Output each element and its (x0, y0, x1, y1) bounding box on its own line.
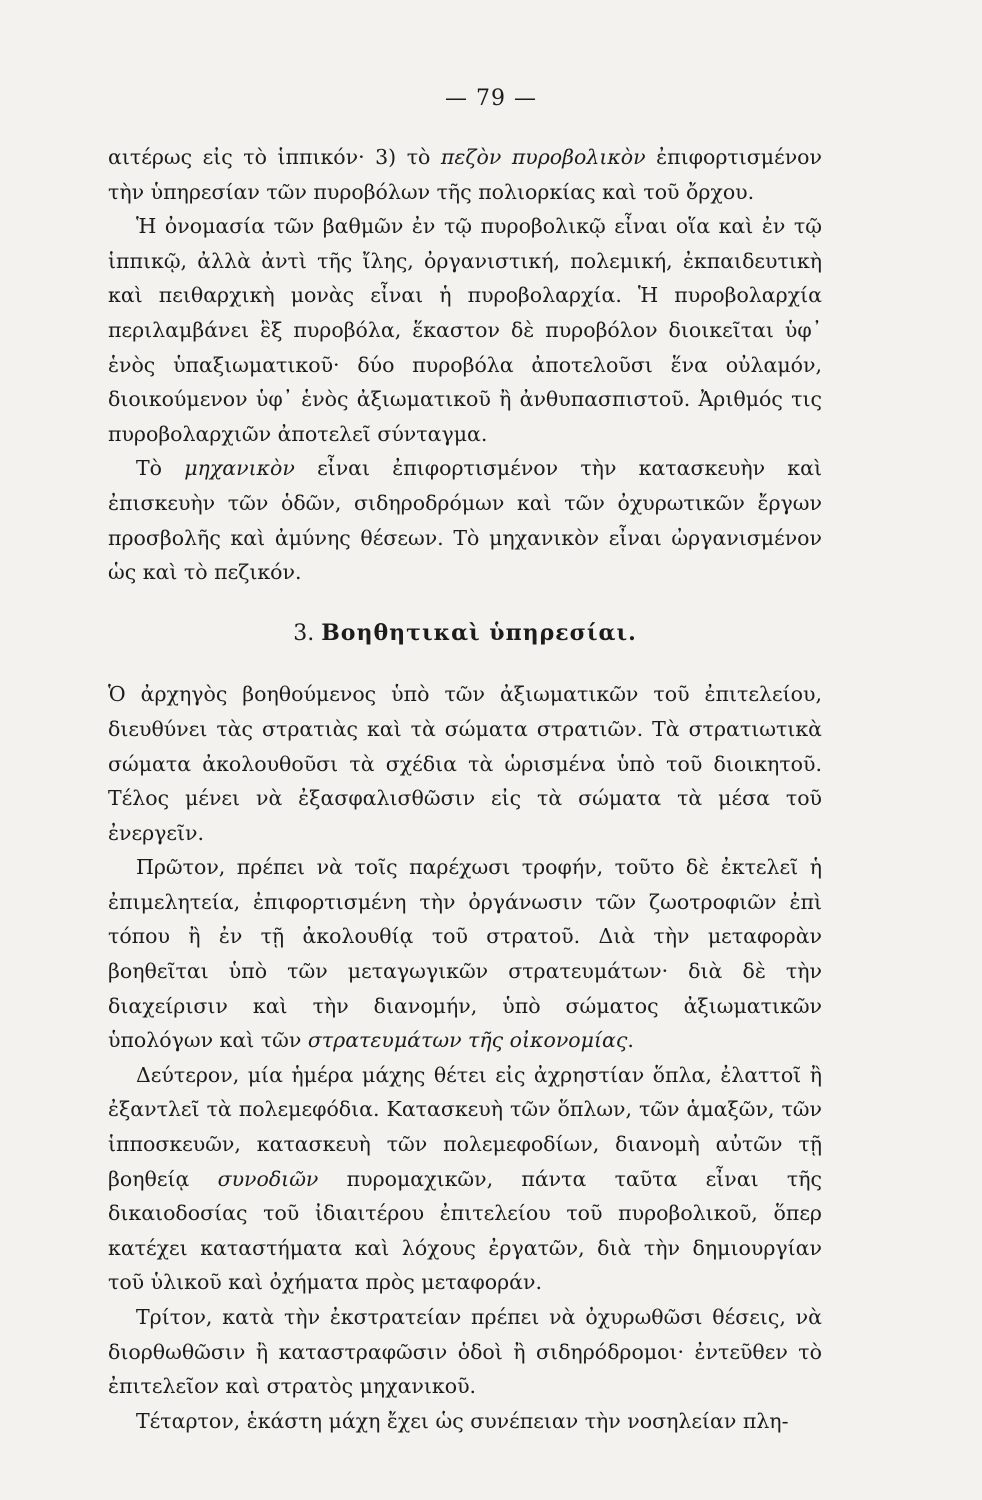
text-run: Ἡ ὀνομασία τῶν βαθμῶν ἐν τῷ πυροβολικῷ εἶναι οἵα καὶ ἐν τῷ ἱππικῷ, ἀλλὰ ἀντὶ τῆς ἴλης, ὀργανιστική, πολεμική, ἐκπαιδευτικὴ καὶ πειθαρχικὴ μονὰς εἶναι ἡ πυροβολαρχία. Ἡ πυροβολαρχία περιλαμβάνει ἓξ πυροβόλα, ἕκαστον δὲ πυροβόλον διοικεῖται ὑφ᾽ ἑνὸς ὑπαξιωματικοῦ· δύο πυροβόλα ἀποτελοῦσι ἕνα οὐλαμόν, διοικούμενον ὑφ᾽ ἑνὸς ἀξιωματικοῦ ἢ ἀνθυπασπιστοῦ. Ἀριθμός τις πυροβολαρχιῶν ἀποτελεῖ σύνταγμα. (108, 214, 822, 446)
text-run: ἐπιφορτισμένον τὴν ὑπηρεσίαν τῶν πυροβόλων τῆς πολιορκίας καὶ τοῦ ὄρχου. (108, 145, 822, 204)
paragraph (108, 1058, 822, 1300)
paragraph (108, 1404, 822, 1439)
paragraph (108, 209, 822, 451)
paragraph (108, 140, 822, 209)
paragraph (108, 677, 822, 850)
section-heading (108, 616, 822, 652)
italic-term: συνοδιῶν (217, 1166, 319, 1191)
italic-term: μηχανικὸν (184, 456, 295, 481)
paragraph (108, 1300, 822, 1404)
text-run: Τρίτον, κατὰ τὴν ἐκστρατείαν πρέπει νὰ ὀχυρωθῶσι θέσεις, νὰ διορθωθῶσιν ἢ καταστραφῶσιν ὁδοὶ ἢ σιδηρόδρομοι· ἐντεῦθεν τὸ ἐπιτελεῖον καὶ στρατὸς μηχανικοῦ. (108, 1305, 822, 1399)
paragraph (108, 850, 822, 1058)
text-run: αιτέρως εἰς τὸ ἱππικόν· 3) τὸ (108, 145, 441, 169)
italic-term: πεζὸν πυροβολικὸν (440, 145, 646, 169)
text-run: Τὸ (136, 456, 185, 481)
text-run: . (627, 1028, 634, 1053)
paragraphs-before-heading (108, 140, 822, 590)
text-run: Ὁ ἀρχηγὸς βοηθούμενος ὑπὸ τῶν ἀξιωματικῶν τοῦ ἐπιτελείου, διευθύνει τὰς στρατιὰς καὶ τὰ σώματα στρατιῶν. Τὰ στρατιωτικὰ σώματα ἀκολουθοῦσι τὰ σχέδια τὰ ὡρισμένα ὑπὸ τοῦ διοικητοῦ. Τέλος μένει νὰ ἐξασφαλισθῶσιν εἰς τὰ σώματα τὰ μέσα τοῦ ἐνεργεῖν. (108, 682, 822, 845)
text-run: Τέταρτον, ἑκάστη μάχη ἔχει ὡς συνέπειαν τὴν νοσηλείαν πλη- (136, 1408, 789, 1433)
paragraphs-after-heading (108, 677, 822, 1438)
text-run: Πρῶτον, πρέπει νὰ τοῖς παρέχωσι τροφήν, τοῦτο δὲ ἐκτελεῖ ἡ ἐπιμελητεία, ἐπιφορτισμένη τὴν ὀργάνωσιν τῶν ζωοτροφιῶν ἐπὶ τόπου ἢ ἐν τῇ ἀκολουθίᾳ τοῦ στρατοῦ. Διὰ τὴν μεταφορὰν βοηθεῖται ὑπὸ τῶν μεταγωγικῶν στρατευμάτων· διὰ δὲ τὴν διαχείρισιν καὶ τὴν διανομήν, ὑπὸ σώματος ἀξιωματικῶν ὑπολόγων καὶ τῶν (108, 855, 822, 1053)
italic-term: στρατευμάτων τῆς οἰκονομίας (307, 1028, 628, 1053)
text-run: πυρομαχικῶν, πάντα ταῦτα εἶναι τῆς δικαιοδοσίας τοῦ ἰδιαιτέρου ἐπιτελείου τοῦ πυροβολικοῦ, ὅπερ κατέχει καταστήματα καὶ λόχους ἐργατῶν, διὰ τὴν δημιουργίαν τοῦ ὑλικοῦ καὶ ὀχήματα πρὸς μεταφοράν. (108, 1166, 822, 1295)
section-title: Βοηθητικαὶ ὑπηρεσίαι. (321, 619, 637, 646)
text-run: εἶναι ἐπιφορτισμένον τὴν κατασκευὴν καὶ ἐπισκευὴν τῶν ὁδῶν, σιδηροδρόμων καὶ τῶν ὀχυρωτικῶν ἔργων προσβολῆς καὶ ἀμύνης θέσεων. Τὸ μηχανικὸν εἶναι ὠργανισμένον ὡς καὶ τὸ πεζικόν. (108, 456, 822, 585)
paragraph (108, 451, 822, 589)
body-text (108, 140, 822, 1438)
text-run: Δεύτερον, μία ἡμέρα μάχης θέτει εἰς ἀχρηστίαν ὅπλα, ἐλαττοῖ ἢ ἐξαντλεῖ τὰ πολεμεφόδια. Κατασκευὴ τῶν ὅπλων, τῶν ἁμαξῶν, τῶν ἱπποσκευῶν, κατασκευὴ τῶν πολεμεφοδίων, διανομὴ αὐτῶν τῇ βοηθείᾳ (108, 1062, 822, 1191)
page-number: — 79 — (445, 86, 537, 111)
section-number: 3. (293, 620, 315, 646)
